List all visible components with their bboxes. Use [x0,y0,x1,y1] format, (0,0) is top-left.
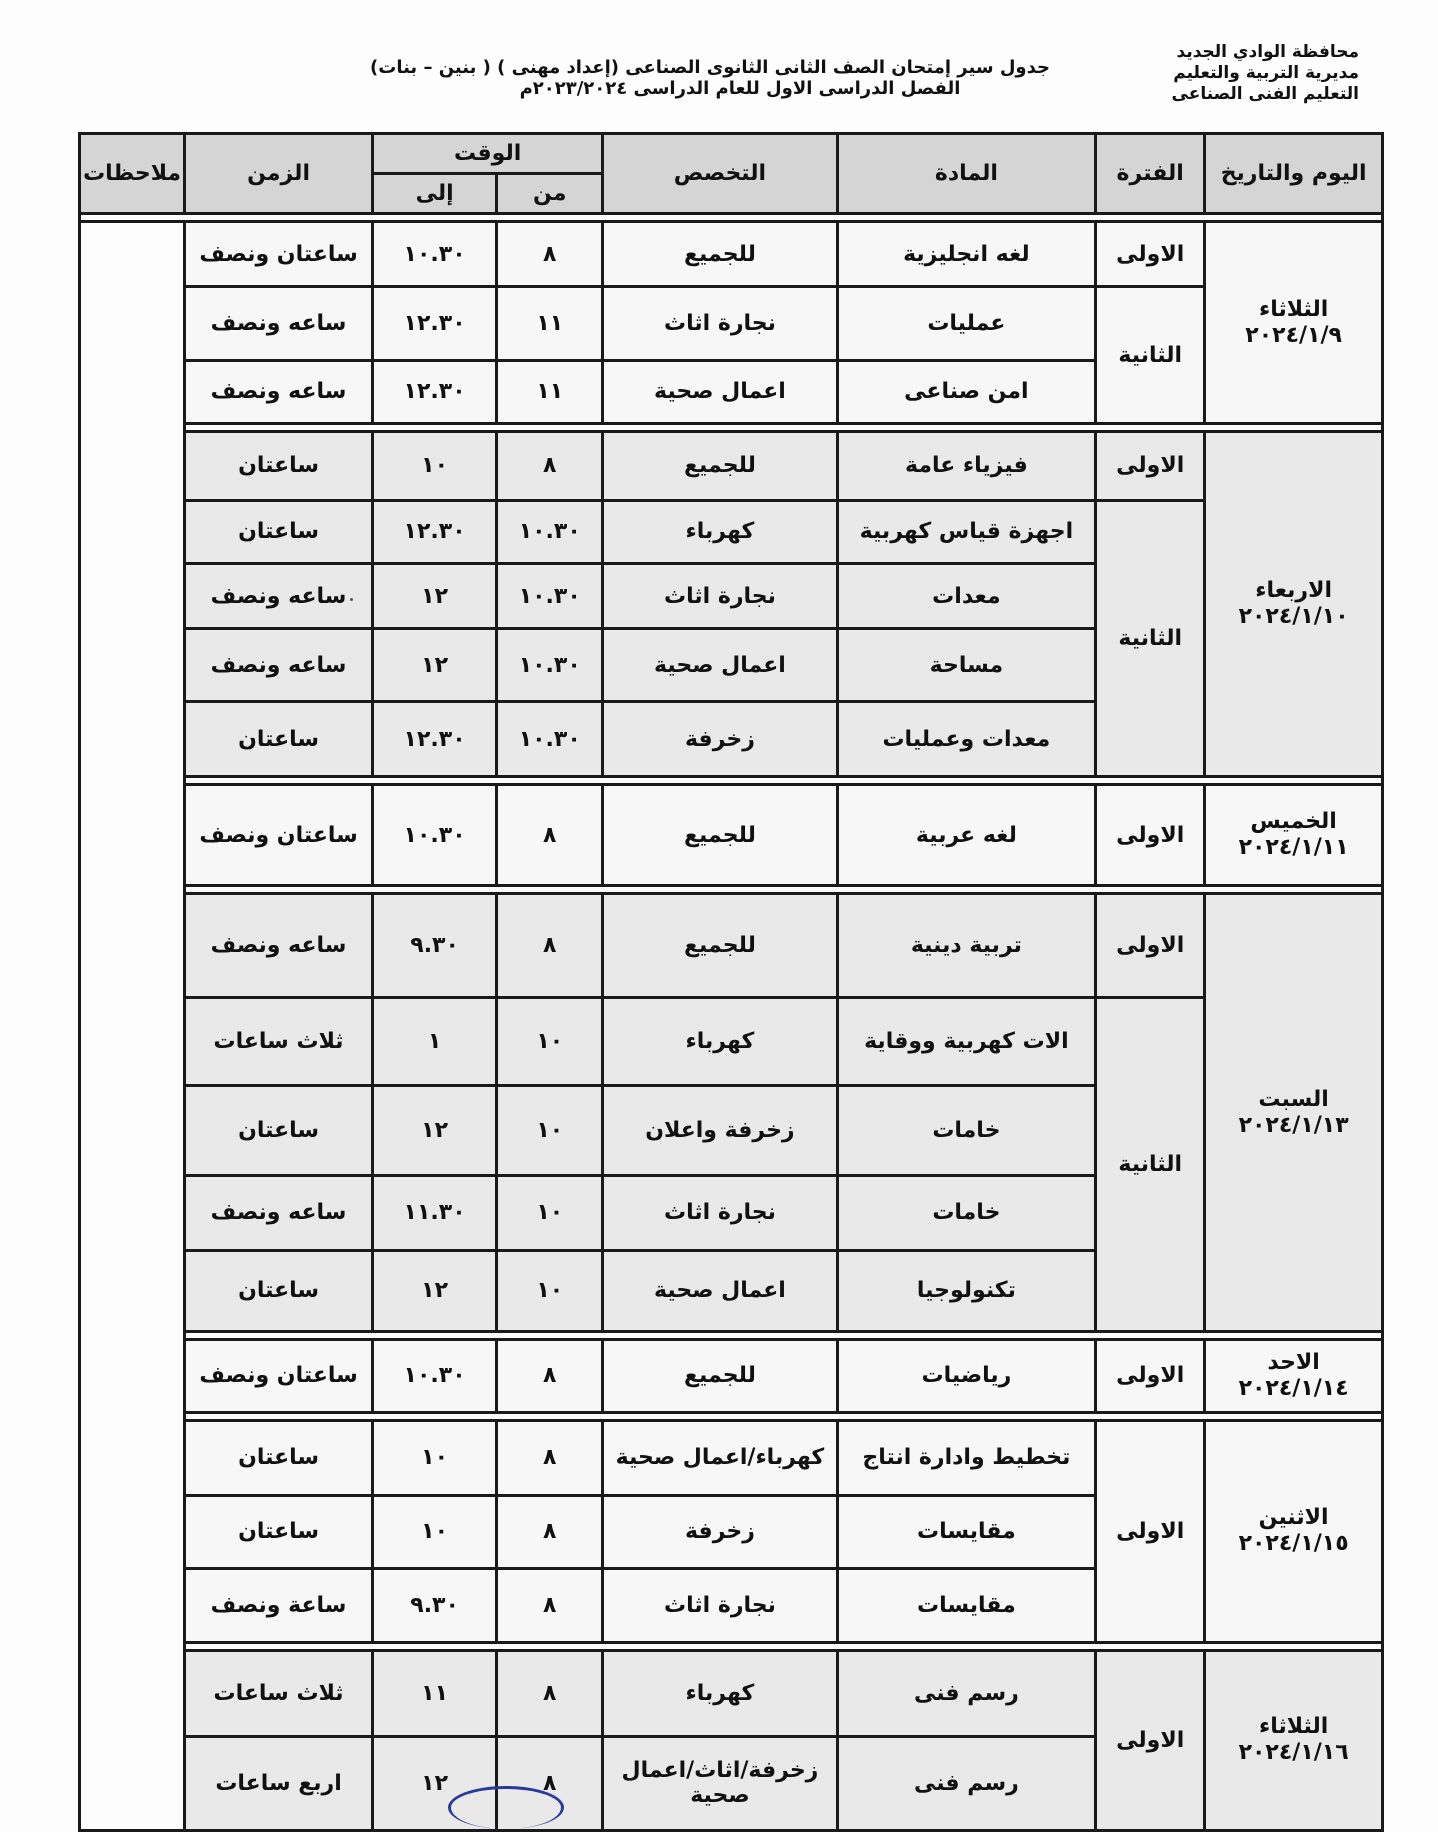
time-from-cell: ٨ [497,894,603,997]
specialization-cell: نجارة اثاث [603,1569,837,1642]
time-to-cell: ١٢ [372,1086,496,1176]
title-line-1: جدول سير إمتحان الصف الثانى الثانوى الصناعى (إعداد مهنى ) ( بنين – بنات) [370,57,1050,78]
time-from-cell: ٨ [497,785,603,886]
specialization-cell: اعمال صحية [603,360,837,423]
subject-cell: معدات [837,563,1096,628]
exam-date: ٢٠٢٤/١/١٥ [1238,1531,1349,1557]
subject-cell: مساحة [837,629,1096,701]
exam-date: ٢٠٢٤/١/١٠ [1238,604,1349,630]
separator-cell [185,423,1383,431]
header-subject: المادة [837,134,1096,214]
table-row [80,222,1383,287]
table-row [80,997,1383,1085]
time-to-cell: ١٠.٣٠ [372,222,496,287]
exam-date: ٢٠٢٤/١/١٤ [1238,1375,1349,1401]
specialization-cell: زخرفة واعلان [603,1086,837,1176]
time-to-cell: ١٢.٣٠ [372,360,496,423]
day-name: الخميس [1250,809,1337,835]
row-separator [80,1413,1383,1421]
time-to-cell: ١٠.٣٠ [372,1339,496,1412]
subject-cell: لغه انجليزية [837,222,1096,287]
day-name: الاربعاء [1255,578,1332,604]
organization-header [1172,42,1359,105]
org-line: مديرية التربية والتعليم [1173,63,1359,83]
day-name: الثلاثاء [1258,296,1329,322]
period-cell: الاولى [1096,1650,1205,1830]
duration-cell: ساعه ونصف [185,1175,373,1251]
subject-cell: مقايسات [837,1569,1096,1642]
time-to-cell: ١ [372,997,496,1085]
specialization-cell: زخرفة [603,701,837,777]
time-from-cell: ١٠ [497,1251,603,1331]
exam-schedule-table [78,132,1384,1832]
time-from-cell: ١١ [497,287,603,360]
time-from-cell: ٨ [497,432,603,501]
specialization-cell: نجارة اثاث [603,563,837,628]
duration-cell: ساعتان [185,1251,373,1331]
specialization-cell: نجارة اثاث [603,1175,837,1251]
subject-cell: اجهزة قياس كهربية [837,500,1096,563]
schedule-title [370,57,1050,99]
period-cell: الاولى [1096,1421,1205,1642]
time-to-cell: ١٢ [372,563,496,628]
org-line: محافظة الوادي الجديد [1176,42,1359,62]
specialization-cell: كهرباء [603,997,837,1085]
period-cell: الاولى [1096,1339,1205,1412]
specialization-cell: للجميع [603,432,837,501]
table-row [80,1339,1383,1412]
duration-cell: ساعتان [185,1495,373,1568]
day-date-cell [1205,1421,1383,1642]
day-date-cell [1205,785,1383,886]
period-cell: الثانية [1096,287,1205,424]
duration-cell: ساعه ونصف [185,629,373,701]
subject-cell: خامات [837,1175,1096,1251]
separator-cell [185,777,1383,785]
row-separator [80,214,1383,222]
time-from-cell: ١٠.٣٠ [497,563,603,628]
exam-date: ٢٠٢٤/١/١٦ [1238,1740,1349,1766]
separator-cell [185,1331,1383,1339]
time-to-cell: ١٠.٣٠ [372,785,496,886]
time-from-cell: ٨ [497,222,603,287]
exam-date: ٢٠٢٤/١/٩ [1245,322,1342,348]
time-from-cell: ٨ [497,1339,603,1412]
duration-cell: ساعة ونصف [185,1569,373,1642]
separator-cell [185,1413,1383,1421]
time-from-cell: ٨ [497,1736,603,1830]
table-body [80,214,1383,1831]
time-to-cell: ١٠ [372,432,496,501]
time-to-cell: ١١ [372,1650,496,1736]
time-from-cell: ١٠ [497,997,603,1085]
subject-cell: رياضيات [837,1339,1096,1412]
org-line: التعليم الفنى الصناعى [1171,84,1359,104]
time-from-cell: ١١ [497,360,603,423]
period-cell: الثانية [1096,997,1205,1331]
duration-cell: ساعتان ونصف [185,222,373,287]
day-date-cell [1205,1650,1383,1830]
time-to-cell: ١٢ [372,1736,496,1830]
day-date-cell [1205,894,1383,1331]
header-specialization: التخصص [603,134,837,214]
notes-cell [80,222,185,1831]
day-name: الثلاثاء [1258,1714,1329,1740]
specialization-cell: للجميع [603,785,837,886]
row-separator [80,423,1383,431]
time-from-cell: ١٠ [497,1175,603,1251]
specialization-cell: زخرفة [603,1495,837,1568]
specialization-cell: للجميع [603,894,837,997]
duration-cell: ساعه ونصف [185,563,373,628]
header-day: اليوم والتاريخ [1205,134,1383,214]
specialization-cell: كهرباء/اعمال صحية [603,1421,837,1496]
time-to-cell: ١٢ [372,629,496,701]
header-notes: ملاحظات [80,134,185,214]
time-to-cell: ١٢.٣٠ [372,500,496,563]
time-to-cell: ١٠ [372,1495,496,1568]
subject-cell: تكنولوجيا [837,1251,1096,1331]
time-from-cell: ١٠.٣٠ [497,629,603,701]
specialization-cell: كهرباء [603,500,837,563]
time-from-cell: ٨ [497,1650,603,1736]
row-separator [80,886,1383,894]
duration-cell: ثلاث ساعات [185,1650,373,1736]
subject-cell: عمليات [837,287,1096,360]
time-from-cell: ٨ [497,1421,603,1496]
separator-cell [185,1642,1383,1650]
time-to-cell: ١٠ [372,1421,496,1496]
day-name: السبت [1258,1086,1329,1112]
specialization-cell: اعمال صحية [603,629,837,701]
subject-cell: الات كهربية ووقاية [837,997,1096,1085]
scan-speck [350,598,353,601]
header-time: الوقت [372,134,602,174]
day-name: الاثنين [1258,1505,1329,1531]
time-from-cell: ٨ [497,1495,603,1568]
specialization-cell: كهرباء [603,1650,837,1736]
specialization-cell: للجميع [603,222,837,287]
time-to-cell: ١٢ [372,1251,496,1331]
row-separator [80,1331,1383,1339]
period-cell: الاولى [1096,432,1205,501]
duration-cell: ساعتان [185,1086,373,1176]
time-from-cell: ١٠.٣٠ [497,500,603,563]
table-row [80,785,1383,886]
duration-cell: ثلاث ساعات [185,997,373,1085]
duration-cell: ساعتان [185,701,373,777]
subject-cell: رسم فنى [837,1650,1096,1736]
subject-cell: تربية دينية [837,894,1096,997]
period-cell: الاولى [1096,785,1205,886]
subject-cell: خامات [837,1086,1096,1176]
duration-cell: ساعتان ونصف [185,1339,373,1412]
separator-cell [80,214,1383,222]
subject-cell: رسم فنى [837,1736,1096,1830]
period-cell: الاولى [1096,222,1205,287]
table-row [80,1650,1383,1736]
header-duration: الزمن [185,134,373,214]
exam-date: ٢٠٢٤/١/١١ [1238,835,1349,861]
official-stamp [448,1786,564,1829]
duration-cell: ساعتان [185,432,373,501]
separator-cell [185,886,1383,894]
duration-cell: اربع ساعات [185,1736,373,1830]
exam-date: ٢٠٢٤/١/١٣ [1238,1112,1349,1138]
subject-cell: مقايسات [837,1495,1096,1568]
time-to-cell: ٩.٣٠ [372,1569,496,1642]
time-to-cell: ١٢.٣٠ [372,701,496,777]
specialization-cell: للجميع [603,1339,837,1412]
specialization-cell: اعمال صحية [603,1251,837,1331]
day-name: الاحد [1267,1349,1320,1375]
subject-cell: امن صناعى [837,360,1096,423]
day-date-cell [1205,432,1383,777]
title-line-2: الفصل الدراسى الاول للعام الدراسى ٢٠٢٣/٢٠٢٤م [519,78,961,99]
time-from-cell: ١٠.٣٠ [497,701,603,777]
time-to-cell: ٩.٣٠ [372,894,496,997]
period-cell: الاولى [1096,894,1205,997]
subject-cell: لغه عربية [837,785,1096,886]
day-date-cell [1205,222,1383,424]
header-from: من [497,174,603,214]
duration-cell: ساعه ونصف [185,894,373,997]
time-from-cell: ٨ [497,1569,603,1642]
period-cell: الثانية [1096,500,1205,777]
table-row [80,894,1383,997]
table-header [80,134,1383,214]
header-period: الفترة [1096,134,1205,214]
table-row [80,500,1383,563]
duration-cell: ساعتان [185,500,373,563]
row-separator [80,1642,1383,1650]
duration-cell: ساعه ونصف [185,287,373,360]
specialization-cell: نجارة اثاث [603,287,837,360]
subject-cell: تخطيط وادارة انتاج [837,1421,1096,1496]
table-row [80,432,1383,501]
duration-cell: ساعه ونصف [185,360,373,423]
time-to-cell: ١١.٣٠ [372,1175,496,1251]
header-to: إلى [372,174,496,214]
duration-cell: ساعتان [185,1421,373,1496]
subject-cell: فيزياء عامة [837,432,1096,501]
table-row [80,287,1383,360]
subject-cell: معدات وعمليات [837,701,1096,777]
specialization-cell: زخرفة/اثاث/اعمال صحية [603,1736,837,1830]
time-from-cell: ١٠ [497,1086,603,1176]
day-date-cell [1205,1339,1383,1412]
row-separator [80,777,1383,785]
time-to-cell: ١٢.٣٠ [372,287,496,360]
duration-cell: ساعتان ونصف [185,785,373,886]
table-row [80,1421,1383,1496]
